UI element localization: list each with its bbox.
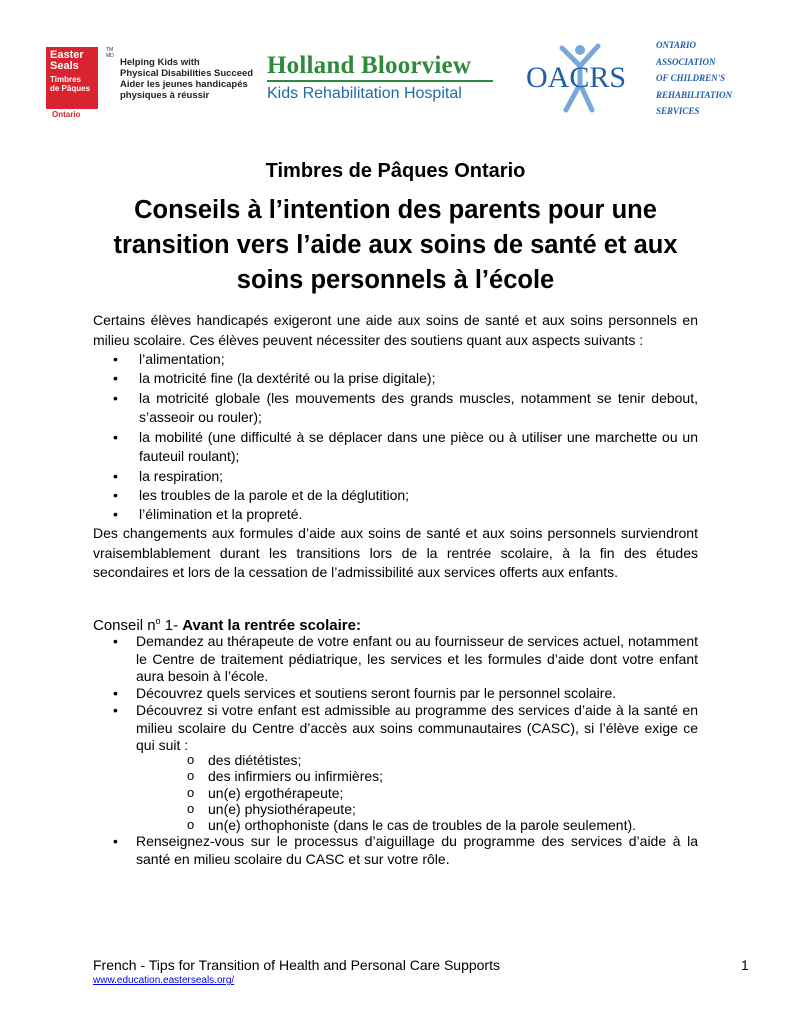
sub-list-item: un(e) physiothérapeute; [208, 801, 356, 817]
circle-bullet-icon: o [187, 768, 195, 783]
list-item: la motricité fine (la dextérité ou la prise digitale); [139, 370, 436, 386]
es-md: MD [106, 53, 114, 59]
circle-bullet-icon: o [187, 817, 195, 832]
tip-heading [93, 616, 361, 634]
es-name-line2: Seals [50, 60, 79, 72]
tip-heading-number: 1- [160, 617, 183, 634]
list-item: la motricité globale (les mouvements des grands muscles, notamment se tenir debout, s’asseoir ou rouler); [139, 390, 698, 425]
footer-title: French - Tips for Transition of Health and Personal Care Supports [93, 957, 500, 973]
list-item: les troubles de la parole et de la déglutition; [139, 487, 410, 503]
easter-seals-region: Ontario [52, 110, 81, 119]
es-fr-line1: Timbres [50, 75, 81, 84]
sub-list-item: un(e) orthophoniste (dans le cas de troubles de la parole seulement). [208, 817, 637, 833]
circle-bullet-icon: o [187, 801, 195, 816]
bullet-icon: • [113, 506, 118, 522]
es-name-line1: Easter [50, 49, 84, 61]
holland-bloorview-subtitle: Kids Rehabilitation Hospital [267, 85, 462, 102]
bullet-icon: • [113, 685, 118, 701]
document-subtitle: Timbres de Pâques Ontario [265, 160, 526, 182]
tip-heading-sup: o [155, 616, 161, 626]
bullet-icon: • [113, 833, 118, 849]
es-tm: TM [106, 47, 114, 53]
list-item: Découvrez si votre enfant est admissible au programme des services d’aide à la santé en milieu scolaire du Centre d’accès aux soins communautaires (CASC), si l’élève exige ce qui suit : [136, 702, 698, 753]
sub-list-item: des infirmiers ou infirmières; [208, 768, 384, 784]
bullet-icon: • [113, 702, 118, 718]
easter-seals-trademark [106, 47, 114, 59]
list-item: la respiration; [139, 468, 224, 484]
bullet-icon: • [113, 633, 118, 649]
es-fr-line2: de Pâques [50, 84, 91, 93]
oacrs-line-1: ONTARIO [656, 40, 697, 50]
bullet-icon: • [113, 370, 118, 386]
changes-paragraph: Des changements aux formules d’aide aux soins de santé et aux soins personnels surviendront vraisemblablement durant les transitions lors de la rentrée scolaire, à la fin des études secondaires et lors de la cessation de l’admissibilité aux services offerts aux enfants. [93, 525, 698, 580]
oacrs-line-3: OF CHILDREN'S [656, 73, 726, 83]
oacrs-logo [522, 40, 640, 114]
easter-seals-tagline [120, 57, 253, 101]
es-tagline-4: physiques à réussir [120, 90, 210, 101]
holland-bloorview-rule [267, 80, 493, 82]
title-line-1: Conseils à l’intention des parents pour une [134, 196, 657, 224]
document-title [90, 193, 701, 298]
list-item: Découvrez quels services et soutiens seront fournis par le personnel scolaire. [136, 685, 617, 701]
bullet-icon: • [113, 390, 118, 406]
oacrs-line-2: ASSOCIATION [656, 56, 716, 67]
tip-heading-title: Avant la rentrée scolaire: [182, 617, 361, 634]
oacrs-acronym: OACRS [526, 61, 627, 94]
tip-heading-prefix: Conseil n [93, 617, 156, 634]
bullet-icon: • [113, 429, 118, 445]
title-line-3: soins personnels à l’école [236, 266, 555, 294]
holland-bloorview-name: Holland Bloorview [267, 52, 472, 79]
es-tagline-3: Aider les jeunes handicapés [120, 79, 248, 90]
bullet-icon: • [113, 468, 118, 484]
sub-list-item: des diététistes; [208, 752, 302, 768]
circle-bullet-icon: o [187, 752, 195, 767]
easter-seals-name [50, 50, 84, 72]
bullet-icon: • [113, 351, 118, 367]
oacrs-line-5: SERVICES [656, 106, 700, 116]
bullet-icon: • [113, 487, 118, 503]
list-item: l’élimination et la propreté. [139, 506, 303, 522]
es-tagline-2: Physical Disabilities Succeed [120, 68, 254, 79]
sub-list-item: un(e) ergothérapeute; [208, 785, 344, 801]
oacrs-line-4: REHABILITATION [656, 89, 733, 100]
list-item: l’alimentation; [139, 351, 225, 367]
oacrs-full-name [656, 37, 732, 120]
list-item: la mobilité (une difficulté à se déplacer dans une pièce ou à utiliser une marchette ou un fauteuil roulant); [139, 429, 698, 464]
easter-seals-logo [46, 47, 98, 109]
circle-bullet-icon: o [187, 785, 195, 800]
title-line-2: transition vers l’aide aux soins de santé et aux [113, 231, 678, 259]
intro-paragraph: Certains élèves handicapés exigeront une aide aux soins de santé et aux soins personnels en milieu scolaire. Ces élèves peuvent nécessiter des soutiens quant aux aspects suivants : [93, 312, 698, 348]
page-number: 1 [741, 957, 749, 973]
easter-seals-fr-name [50, 75, 90, 93]
es-tagline-1: Helping Kids with [120, 57, 200, 68]
list-item: Renseignez-vous sur le processus d’aiguillage du programme des services d’aide à la santé en milieu scolaire du CASC et sur votre rôle. [136, 833, 698, 867]
website-link[interactable]: www.education.easterseals.org/ [93, 975, 235, 986]
list-item: Demandez au thérapeute de votre enfant ou au fournisseur de services actuel, notamment le Centre de traitement pédiatrique, les services et les formules d’aide dont votre enfant aura besoin à l’école. [136, 633, 698, 684]
